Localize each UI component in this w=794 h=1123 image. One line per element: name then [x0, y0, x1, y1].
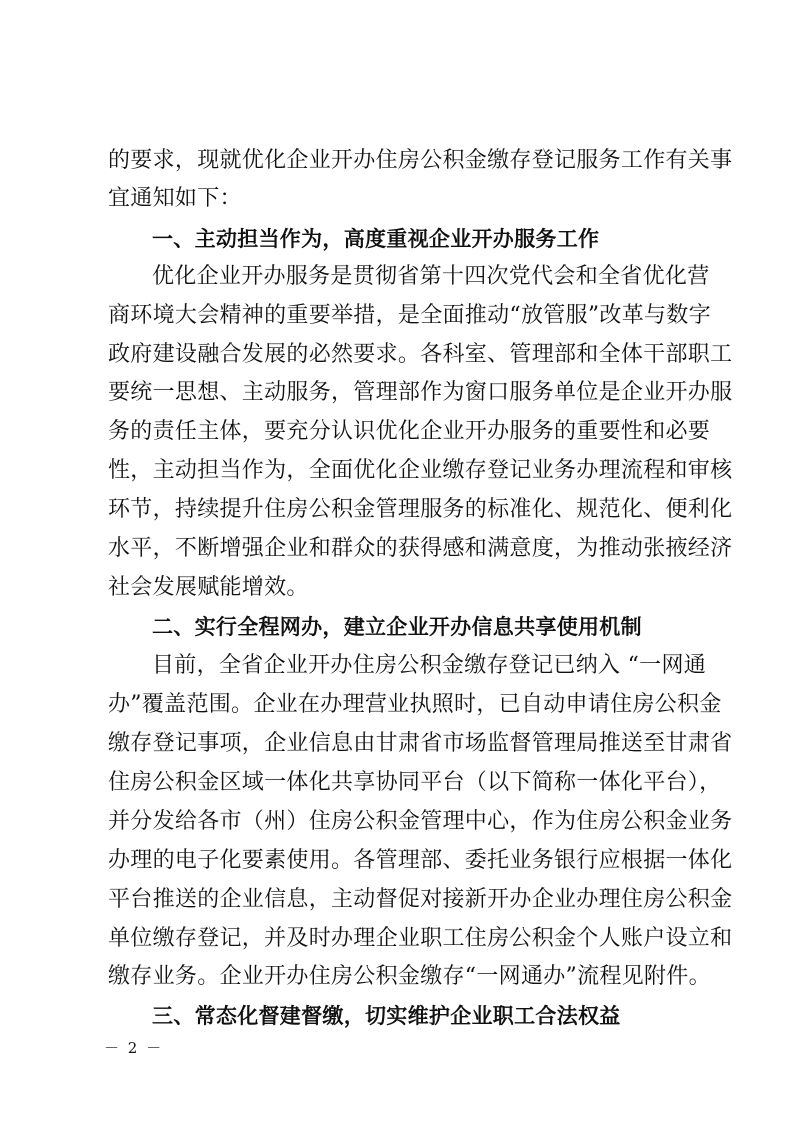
body-text-line: 的要求，现就优化企业开办住房公积金缴存登记服务工作有关事 — [108, 148, 733, 173]
section-heading-2: 二、实行全程网办，建立企业开办信息共享使用机制 — [152, 615, 642, 639]
paragraph-line: 办理的电子化要素使用。各管理部、委托业务银行应根据一体化 — [108, 848, 733, 873]
paragraph-line: 住房公积金区域一体化共享协同平台（以下简称一体化平台）， — [108, 770, 722, 795]
paragraph-line: 环节，持续提升住房公积金管理服务的标准化、规范化、便利化 — [108, 497, 733, 522]
paragraph-line: 商环境大会精神的重要举措，是全面推动“放管服”改革与数字 — [108, 303, 711, 328]
paragraph-line: 要统一思想、主动服务，管理部作为窗口服务单位是企业开办服 — [108, 380, 733, 405]
paragraph-line: 缴存登记事项，企业信息由甘肃省市场监督管理局推送至甘肃省 — [108, 731, 733, 756]
paragraph-line: 并分发给各市（州）住房公积金管理中心，作为住房公积金业务 — [108, 809, 733, 834]
paragraph-line: 社会发展赋能增效。 — [108, 575, 309, 600]
section-heading-1: 一、主动担当作为，高度重视企业开办服务工作 — [152, 227, 600, 251]
paragraph-line: 水平，不断增强企业和群众的获得感和满意度，为推动张掖经济 — [108, 536, 733, 561]
paragraph-line: 办”覆盖范围。企业在办理营业执照时，已自动申请住房公积金 — [108, 692, 722, 717]
paragraph-line: 务的责任主体，要充分认识优化企业开办服务的重要性和必要 — [108, 419, 711, 444]
paragraph-line: 性，主动担当作为，全面优化企业缴存登记业务办理流程和审核 — [108, 458, 733, 483]
body-text-line: 宜通知如下： — [108, 186, 242, 211]
paragraph-line: 缴存业务。企业开办住房公积金缴存“一网通办”流程见附件。 — [108, 964, 711, 989]
paragraph-line: 优化企业开办服务是贯彻省第十四次党代会和全省优化营 — [152, 264, 710, 289]
section-heading-3: 三、常态化督建督缴，切实维护企业职工合法权益 — [152, 1004, 621, 1028]
paragraph-line: 单位缴存登记，并及时办理企业职工住房公积金个人账户设立和 — [108, 926, 733, 951]
paragraph-line: 平台推送的企业信息，主动督促对接新开办企业办理住房公积金 — [108, 887, 733, 912]
paragraph-line: 目前，全省企业开办住房公积金缴存登记已纳入 “一网通 — [152, 653, 707, 678]
paragraph-line: 政府建设融合发展的必然要求。各科室、管理部和全体干部职工 — [108, 342, 733, 367]
page-number: － 2 － — [104, 1039, 164, 1057]
